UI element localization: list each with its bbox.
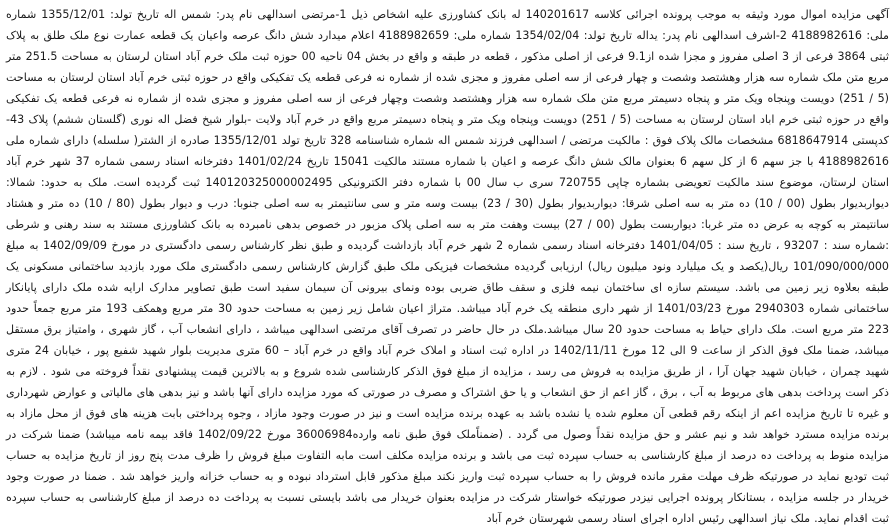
auction-notice-text: آگهی مزایده اموال مورد وثیقه به موجب پرونده اجرائی کلاسه 140201617 له بانک کشاورزی علیه اشخاص ذیل 1-مرتضی اسدالهی نام پدر: شمس اله تاریخ تولد: 1355/12/01 شماره ملی: 4188982616 2-اشرف اسدالهی نام پدر: یداله تاریخ تولد: 1354/02/04 شماره ملی: 4188982659 اعلام میدارد شش دانگ عرصه واعیان یک قطعه عمارت نوع ملک طلق به پلاک ثبتی 3864 فرعی از 3 اصلی مفروز و مجزا شده از9.1 فرعی از اصلی مذکور ، قطعه در طبقه و واقع در بخش 04 ناحیه 00 حوزه ثبت ملک خرم آباد استان لرستان به مساحت 251.5 متر مربع متن ملک شماره سه هزار وهشتصد وشصت و چهار فرعی از سه اصلی مفروز و مجزی شده از شماره نه فرعی قطعه یک تفکیکی واقع در حوزه ثبتی خرم آباد استان لرستان به مساحت (5 / 251) دویست وپنجاه ویک متر و پنجاه دسیمتر مربع متن ملک شماره سه هزار وهشتصد وشصت وچهار فرعی از سه اصلی مفروز و مجزی شده از شماره نه فرعی قطعه یک تفکیکی واقع در حوزه ثبتی خرم اباد استان لرستان به مساحت (5 / 251) دویست وپنجاه ویک متر و پنجاه دسیمتر مربع واقع در خرم آباد ولایت -بلوار شیخ فضل اله نوری (گلستان ششم) پلاک 43-کدپستی 6818647914 مشخصات مالک پلاک فوق : مالکیت مرتضی / اسدالهی فرزند شمس اله شماره شناسنامه 328 تاریخ تولد 1355/12/01 صادره از الشتر( سلسله) دارای شماره ملی 4188982616 با جز سهم 6 از کل سهم 6 بعنوان مالک شش دانگ عرصه و اعیان با شماره مستند مالکیت 15041 تاریخ 1401/02/24 دفترخانه اسناد رسمی شماره 37 شهر خرم آباد استان لرستان، موضوع سند مالکیت تعویضی بشماره چاپی 720755 سری ب سال 00 با شماره دفتر الکترونیکی 140120325000002495 ثبت گردیده است. ملک به حدود: شمالا: دیواربدیوار بطول (00 / 10) ده متر به سه اصلی شرقا: دیواربدیوار بطول (30 / 23) بیست وسه متر و سی سانتیمتر به سه اصلی جنوبا: درب و دیوار بطول (80 / 10) ده متر و هشتاد سانتیمتر به کوچه به عرض ده متر غربا: دیواربست بطول (00 / 27) بیست وهفت متر به سه اصلی پلاک مزبور در خصوص بدهی نامبرده به بانک کشاورزی مستند به سند رهنی و شرطی :شماره سند : 93207 ، تاریخ سند : 1401/04/05 دفترخانه اسناد رسمی شماره 2 شهر خرم آباد بازداشت گردیده و طبق نظر کارشناس رسمی دادگستری در مورخ 1402/09/09 به مبلغ 101/090/000/000 ریال(یکصد و یک میلیارد ونود میلیون ریال) ارزیابی گردیده مشخصات فیزیکی ملک طبق گزارش کارشناس رسمی دادگستری ملک مورد بازدید ساختمانی مسکونی یک طبقه بعلاوه زیر زمین می باشد. سیستم سازه ای ساختمان نیمه فلزی و سقف طاق ضربی بوده ونمای بیرونی آن سیمان سفید است طبق تصاویر مدارک ارایه شده ملک دارای پایانکار ساختمانی شماره 2940303 مورخ 1401/03/23 از شهر داری منطقه یک خرم آباد میباشد. متراژ اعیان شامل زیر زمین به مساحت حدود 30 متر مربع وهمکف 193 متر مربع جمعاً حدود 223 متر مربع است. ملک دارای حیاط به مساحت حدود 20 سال میباشد.ملک در حال حاضر در تصرف آقای مرتضی اسدالهی میباشد ، دارای انشعاب آب ، گاز شهری ، وامتیاز برق مستقل میباشد، ضمنا ملک فوق الذکر از ساعت 9 الی 12 مورخ 1402/11/11 در اداره ثبت اسناد و املاک خرم آباد واقع در خرم آباد – 60 متری مدیریت بلوار شهید شفیع پور ، خیابان 24 متری شهید چمران ، خیابان شهید جهان آرا ، از طریق مزایده به فروش می رسد ، مزایده از مبلغ فوق الذکر کارشناسی شده شروع و به بالاترین قیمت پیشنهادی نقداً فروخته می شود . لازم به ذکر است پرداخت بدهی های مربوط به آب ، برق ، گاز اعم از حق انشعاب و یا حق اشتراک و مصرف در صورتی که مورد مزایده دارای آنها باشد و نیز بدهی های مالیاتی و عوارض شهرداری و غیره تا تاریخ مزایده اعم از اینکه رقم قطعی آن معلوم شده یا نشده باشد به عهده برنده مزایده است و نیز در صورت وجود مازاد ، وجوه پرداختی بابت هزینه های فوق از محل مازاد به برنده مزایده مسترد خواهد شد و نیم عشر و حق مزایده نقداً وصول می گردد . (ضمناًملک فوق طبق نامه وارده36006984 مورخ 1402/09/22 فاقد بیمه نامه میباشد) ضمنا شرکت در مزایده منوط به پرداخت ده درصد از مبلغ کارشناسی به حساب سپرده ثبت می باشد و برنده مزایده مکلف است مابه التفاوت مبلغ فروش را ظرف مدت پنج روز از تاریخ مزایده به حساب ثبت تودیع نماید در صورتیکه ظرف مهلت مقرر مانده فروش را به حساب سپرده ثبت واریز نکند مبلغ مذکور قابل استرداد نبوده و به حساب خزانه واریز خواهد شد . ضمنا در صورت وجود خریدار در جلسه مزایده ، بستانکار پرونده اجرایی نیزدر صورتیکه خواستار شرکت در مزایده بعنوان خریدار می باشد بایستی نسبت به پرداخت ده درصد از مبلغ کارشناسی به حساب سپرده ثبت اقدام نماید. ملک نیاز اسدالهی رئیس اداره اجرای اسناد رسمی شهرستان خرم آباد xyxy=(6,8,890,525)
